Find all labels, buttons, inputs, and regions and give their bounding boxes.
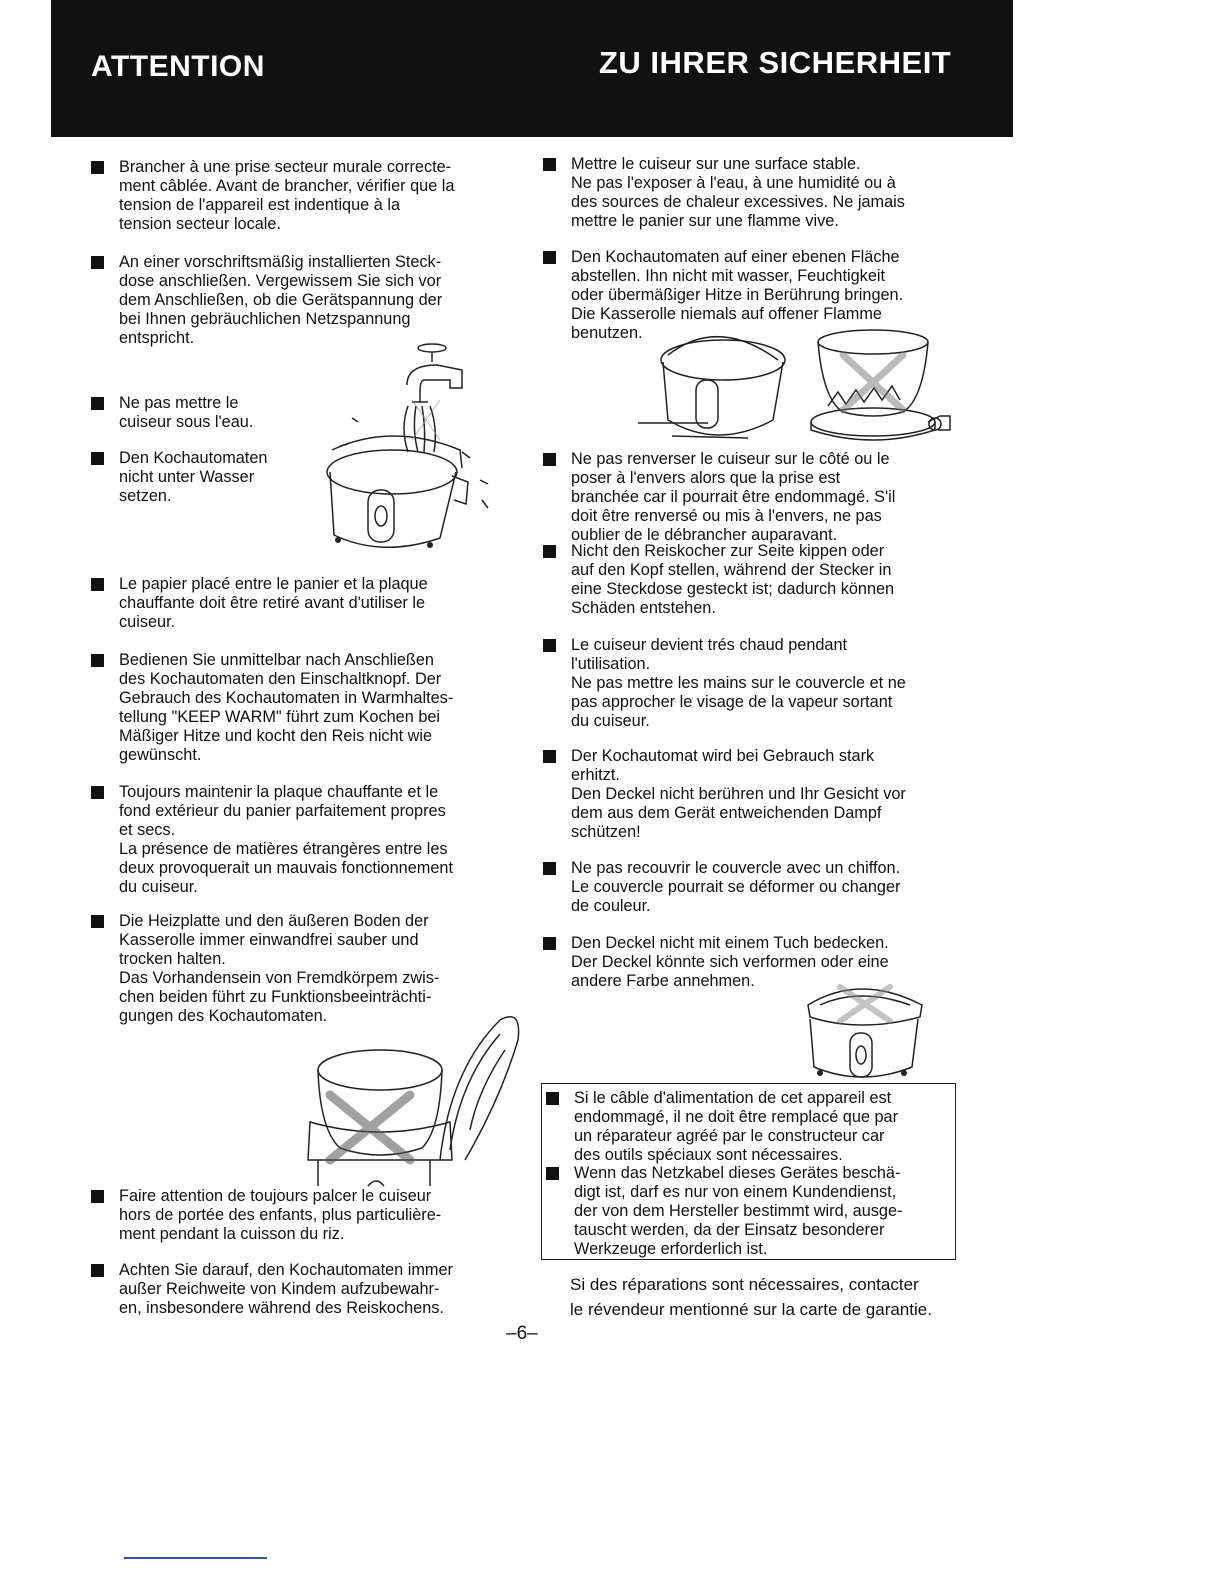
list-item: Bedienen Sie unmittelbar nach Anschließen des Kochautomaten den Einschaltknopf. Der Gebrauch des Kochautomaten in Warmhaltes- tellung "KEEP WARM" führt zum Kochen bei Mäßiger Hitze und kocht den Reis nicht wie gewünscht. [91,651,453,765]
list-item: An einer vorschriftsmäßig installierten Steck- dose anschließen. Vergewissem Sie sich vor dem Anschließen, ob die Gerätspannung der bei Ihnen gebräuchlichen Netzspannung entspricht. [91,253,442,348]
title-attention: ATTENTION [91,50,265,83]
bullet-square-icon [91,452,104,465]
list-item: Den Deckel nicht mit einem Tuch bedecken. Der Deckel könnte sich verformen oder eine andere Farbe annehmen. [543,934,889,991]
bullet-square-icon [546,1167,559,1180]
list-item: Si le câble d'alimentation de cet appareil est endommagé, il ne doit être remplacé que par un réparateur agréé par le constructeur car des outils spéciaux sont nécessaires. [546,1089,898,1165]
list-item: Den Kochautomaten auf einer ebenen Fläche abstellen. Ihn nicht mit wasser, Feuchtigkeit oder übermäßiger Hitze in Berührung bringen. Die Kasserolle niemals auf offener Flamme benutzen. [543,248,903,343]
header-bar [51,0,1013,137]
list-item: Nicht den Reiskocher zur Seite kippen oder auf den Kopf stellen, während der Stecker in eine Steckdose gesteckt ist; dadurch können Schäden entstehen. [543,542,894,618]
bullet-square-icon [91,654,104,667]
list-item: Brancher à une prise secteur murale correcte- ment câblée. Avant de brancher, vérifier que la tension de l'appareil est indentique à la tension secteur locale. [91,158,454,234]
list-item: Ne pas recouvrir le couvercle avec un chiffon. Le couvercle pourrait se déformer ou changer de couleur. [543,859,900,916]
bullet-square-icon [91,161,104,174]
bullet-square-icon [91,256,104,269]
cooker-covered-cloth-illustration [800,975,930,1085]
page-number: –6– [506,1323,538,1344]
bullet-square-icon [543,453,556,466]
bullet-square-icon [91,397,104,410]
open-cooker-crossed-illustration [300,1010,530,1190]
list-item: Wenn das Netzkabel dieses Gerätes beschä- digt ist, darf es nur von einem Kundendienst, der von dem Hersteller bestimmt wird, ausge- tauscht werden, da der Einsatz besonderer Werkzeuge erforderlich ist. [546,1164,902,1259]
list-item: Toujours maintenir la plaque chauffante et le fond extérieur du panier parfaitement propres et secs. La présence de matières étrangères entre les deux provoquerait un mauvais fonctionnement du cuiseur. [91,783,453,897]
repair-note: Si des réparations sont nécessaires, contacter le révendeur mentionné sur la carte de garantie. [570,1275,932,1319]
scan-mark-line [124,1557,267,1559]
list-item: Den Kochautomaten nicht unter Wasser setzen. [91,449,267,506]
list-item: Ne pas renverser le cuiseur sur le côté ou le poser à l'envers alors que la prise est branchée car il pourrait être endommagé. S'il doit être renversé ou mis à l'envers, ne pas oublier de le débrancher auparavant. [543,450,895,545]
list-item: Der Kochautomat wird bei Gebrauch stark erhitzt. Den Deckel nicht berühren und Ihr Gesicht vor dem aus dem Gerät entweichenden Dampf schützen! [543,747,906,842]
bullet-square-icon [546,1092,559,1105]
bullet-square-icon [543,639,556,652]
list-item: Ne pas mettre le cuiseur sous l'eau. [91,394,253,432]
list-item: Le cuiseur devient trés chaud pendant l'utilisation. Ne pas mettre les mains sur le couvercle et ne pas approcher le visage de la vapeur sortant du cuiseur. [543,636,906,731]
bullet-square-icon [543,750,556,763]
list-item: Faire attention de toujours palcer le cuiseur hors de portée des enfants, plus particulière- ment pendant la cuisson du riz. [91,1187,441,1244]
tipped-cooker-flame-illustration [628,320,958,450]
bullet-square-icon [91,578,104,591]
bullet-square-icon [543,862,556,875]
bullet-square-icon [91,915,104,928]
list-item: Die Heizplatte und den äußeren Boden der Kasserolle immer einwandfrei sauber und trocken halten. Das Vorhandensein von Fremdkörpem zwis- chen beiden führt zu Funktionsbeeinträchti- gungen des Kochautomaten. [91,912,439,1026]
bullet-square-icon [91,1264,104,1277]
list-item: Le papier placé entre le panier et la plaque chauffante doit être retiré avant d'utiliser le cuiseur. [91,575,428,632]
bullet-square-icon [543,158,556,171]
bullet-square-icon [543,545,556,558]
bullet-square-icon [543,251,556,264]
bullet-square-icon [543,937,556,950]
bullet-square-icon [91,1190,104,1203]
cooker-under-faucet-illustration [312,340,512,565]
list-item: Achten Sie darauf, den Kochautomaten immer außer Reichweite von Kindem aufzubewahr- en, insbesondere während des Reiskochens. [91,1261,453,1318]
bullet-square-icon [91,786,104,799]
title-sicherheit: ZU IHRER SICHERHEIT [599,45,952,80]
list-item: Mettre le cuiseur sur une surface stable. Ne pas l'exposer à l'eau, à une humidité ou à des sources de chaleur excessives. Ne jamais mettre le panier sur une flamme vive. [543,155,905,231]
